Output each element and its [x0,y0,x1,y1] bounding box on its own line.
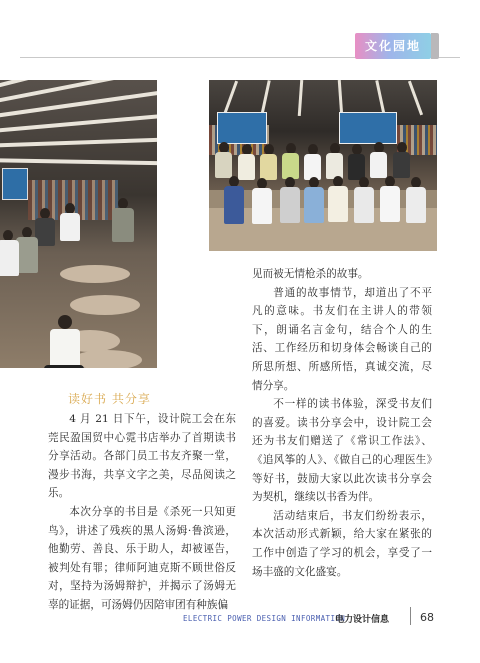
paragraph: 不一样的读书体验，深受书友们的喜爱。读书分享会中，设计院工会还为书友们赠送了《常识工作法》、《追风筝的人》、《做自己的心理医生》等好书，鼓励大家以此次读书分享会为契机，继续以书香为伴。 [252,398,432,504]
photo-group-right [209,80,437,251]
paragraph: 活动结束后，书友们纷纷表示，本次活动形式新颖，给大家在紧张的工作中创造了学习的机会，享受了一场丰盛的文化盛宴。 [252,509,432,578]
journal-name-english: ELECTRIC POWER DESIGN INFORMATION [183,614,346,623]
article-heading: 读好书 共分享 [68,392,151,406]
ceiling-slats [0,80,157,175]
section-tag: 文化园地 [355,33,431,59]
paragraph: 见而被无情枪杀的故事。 [252,268,369,280]
display-screen [2,168,28,200]
display-screen-left [217,112,267,144]
article-column-left [48,410,236,615]
footer-divider [410,607,411,625]
article-column-right [252,265,432,581]
photo-reading-event-left [0,80,157,368]
paragraph: 4 月 21 日下午，设计院工会在东莞民盈国贸中心霓书店举办了首期读书分享活动。各部门员工书友齐聚一堂，漫步书海，共享文字之美，尽品阅读之乐。 [48,413,236,500]
journal-name-chinese: 电力设计信息 [335,615,390,625]
page-number: 68 [420,611,434,624]
paragraph: 普通的故事情节，却道出了不平凡的意味。书友们在主讲人的带领下，朗诵名言金句，结合个人的生活、工作经历和切身体会畅谈自己的所思所想、所感所悟，真诚交流，尽情分享。 [252,286,432,392]
display-screen-right [339,112,397,144]
paragraph: 本次分享的书目是《杀死一只知更鸟》，讲述了残疾的黑人汤姆·鲁滨逊，他勤劳、善良、乐于助人，却被诬告，被判处有罪；律师阿迪克斯不顾世俗反对，坚持为汤姆辩护，并揭示了汤姆无辜的证据，可汤姆仍因陪审团有种族偏 [48,505,236,611]
